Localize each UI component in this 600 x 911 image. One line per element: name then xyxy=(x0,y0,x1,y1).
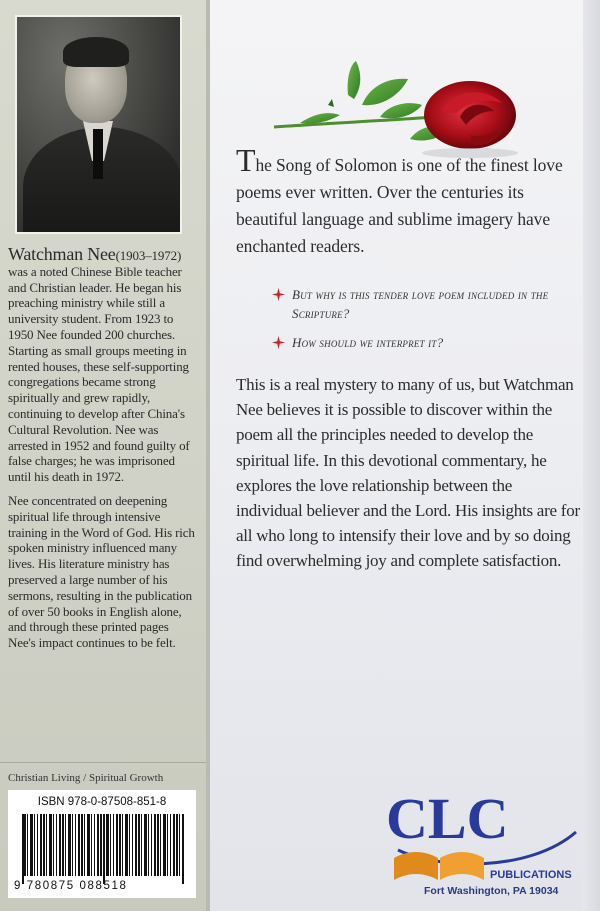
intro-paragraph xyxy=(236,142,576,260)
bio-paragraph-2: Nee concentrated on deepening spiritual life through intensive training in the Word of God. His rich spoken ministry influenced many lives. His literature ministry has preserved a large number of his sermons, resulting in the publication of over 50 books in English alone, and through these printed pages Nee's impact continues to be felt. xyxy=(8,492,195,651)
star-bullet-icon xyxy=(272,336,285,349)
divider xyxy=(0,762,206,763)
barcode-guard-right xyxy=(182,814,184,884)
question-text: But why is this tender love poem included in the Scripture? xyxy=(292,287,549,321)
author-dates: (1903–1972) xyxy=(115,248,182,263)
barcode xyxy=(8,790,196,898)
bio-paragraph-1 xyxy=(8,244,196,485)
author-photo xyxy=(15,15,182,234)
rose-icon xyxy=(270,55,530,165)
barcode-guard-left xyxy=(22,814,24,884)
logo-text: CLC xyxy=(386,786,509,851)
list-item xyxy=(272,285,572,323)
isbn-text: ISBN 978-0-87508-851-8 xyxy=(37,796,167,808)
intro-text: he Song of Solomon is one of the finest love poems ever written. Over the centuries its beautiful language and sublime imagery have enchanted readers. xyxy=(236,155,563,256)
logo-subtext: PUBLICATIONS xyxy=(490,869,572,881)
question-list xyxy=(272,285,572,352)
spine-edge xyxy=(583,0,600,911)
star-bullet-icon xyxy=(272,288,285,301)
category-label: Christian Living / Spiritual Growth xyxy=(8,772,164,784)
list-item xyxy=(272,333,572,352)
drop-cap: T xyxy=(236,142,256,178)
publisher-logo xyxy=(380,780,580,885)
author-bio xyxy=(8,244,196,651)
author-name: Watchman Nee xyxy=(8,244,116,264)
question-text: How should we interpret it? xyxy=(292,335,444,350)
publisher-address: Fort Washington, PA 19034 xyxy=(424,885,559,897)
barcode-guard-center xyxy=(103,814,105,884)
barcode-digits: 9 780875 088518 xyxy=(14,880,128,892)
bio-paragraph-1-text: was a noted Chinese Bible teacher and Christian leader. He began his preaching ministry while still a university student. From 1923 to 1950 Nee founded 200 churches. Starting as small groups meeting in rented houses, these self-supporting congregations became strong spiritually and grew rapidly, continuing to develop after China's Cultural Revolution. Nee was arrested in 1952 and found guilty of false charges; he was imprisoned until his death in 1972. xyxy=(8,263,190,485)
description-paragraph: This is a real mystery to many of us, but Watchman Nee believes it is possible to discover within the poem all the principles needed to develop the spiritual life. In this devotional commentary, he explores the love relationship between the individual believer and the Lord. His insights are for all who long to intensify their love and by so doing find overwhelming joy and complete satisfaction. xyxy=(236,375,580,571)
